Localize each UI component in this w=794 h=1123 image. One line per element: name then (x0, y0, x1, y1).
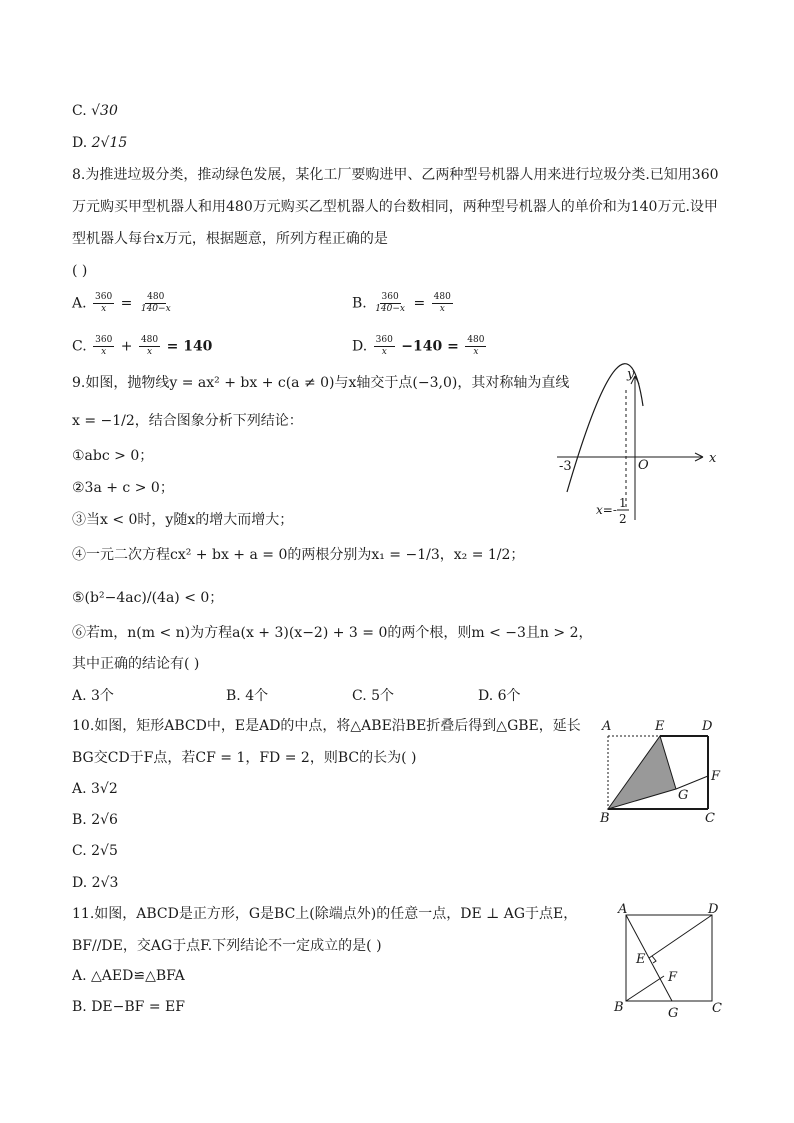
label-e: E (655, 719, 665, 734)
neg3-label: -3 (559, 459, 572, 474)
q9-item-1: ①abc > 0； (72, 448, 154, 464)
q10-option-c: C. 2√5 (72, 843, 118, 859)
q9-item-6: ⑥若m，n(m < n)为方程a(x + 3)(x−2) + 3 = 0的两个根，则m < −3且n > 2， (72, 625, 593, 641)
q8-stem-line2: 万元购买甲型机器人和用480万元购买乙型机器人的台数相同，两种型号机器人的单价和为140万元.设甲 (72, 199, 718, 215)
label-b: B (614, 1000, 624, 1015)
label-a: A (602, 719, 612, 734)
label-f: F (711, 769, 721, 784)
segment-bf (626, 976, 664, 1001)
label-g: G (668, 1006, 679, 1021)
q10-rectangle-figure (598, 716, 728, 828)
label-c: C (712, 1001, 722, 1016)
x-axis-label: x (709, 451, 717, 466)
q9-stem-line1: 9.如图，抛物线y = ax² + bx + c(a ≠ 0)与x轴交于点(−3,0)，其对称轴为直线 (72, 375, 570, 391)
q11-option-b: B. DE−BF = EF (72, 999, 185, 1015)
q9-closing: 其中正确的结论有( ) (72, 656, 200, 672)
q9-item-2: ②3a + c > 0； (72, 480, 174, 496)
q8-stem-line3: 型机器人每台x万元，根据题意，所列方程正确的是 (72, 231, 388, 247)
q9-option-c: C. 5个 (352, 688, 395, 704)
right-angle-mark-icon (652, 956, 656, 963)
q8-option-b: B. $\frac{360}{140-x}$ = $\frac{480}{x}$ (352, 292, 451, 314)
label-e: E (636, 952, 646, 967)
q9-stem-line2: x = −1/2，结合图象分析下列结论： (72, 413, 303, 429)
label-a: A (618, 902, 628, 917)
label-g: G (678, 788, 689, 803)
q8-stem-line1: 8.为推进垃圾分类，推动绿色发展，某化工厂要购进甲、乙两种型号机器人用来进行垃圾分类.已知用360 (72, 167, 719, 183)
q9-item-3: ③当x < 0时，y随x的增大而增大； (72, 512, 294, 528)
q11-option-a: A. △AED≌△BFA (72, 968, 185, 984)
origin-label: O (638, 458, 649, 473)
symmetry-axis-label: x=- (596, 503, 617, 517)
q10-stem-line1: 10.如图，矩形ABCD中，E是AD的中点，将△ABE沿BE折叠后得到△GBE，延长 (72, 718, 581, 734)
q7-option-d: D. 2√15 (72, 135, 128, 151)
folded-triangle-gbe (608, 736, 676, 809)
q9-option-d: D. 6个 (478, 688, 521, 704)
q10-stem-line2: BG交CD于F点，若CF = 1，FD = 2，则BC的长为( ) (72, 750, 417, 766)
q8-option-d: D. $\frac{360}{x}$ −140 = $\frac{480}{x}$ (352, 335, 485, 357)
label-b: B (600, 811, 610, 826)
q10-option-b: B. 2√6 (72, 812, 118, 828)
q10-option-d: D. 2√3 (72, 875, 119, 891)
label-c: C (705, 811, 715, 826)
symmetry-axis-den: 2 (619, 512, 627, 526)
q8-paren: ( ) (72, 263, 88, 279)
label-d: D (702, 719, 713, 734)
q9-item-4: ④一元二次方程cx² + bx + a = 0的两根分别为x₁ = −1/3，x₂ = 1/2； (72, 547, 525, 563)
q8-option-a: A. $\frac{360}{x}$ = $\frac{480}{140-x}$ (72, 292, 171, 314)
q11-stem-line1: 11.如图，ABCD是正方形，G是BC上(除端点外)的任意一点，DE ⊥ AG于点E， (72, 906, 578, 922)
segment-de (649, 915, 712, 958)
label-f: F (668, 970, 678, 985)
symmetry-axis-num: 1 (619, 496, 627, 510)
q7-option-c: C. √30 (72, 103, 118, 119)
q9-option-a: A. 3个 (72, 688, 114, 704)
label-d: D (708, 902, 719, 917)
q11-stem-line2: BF//DE，交AG于点F.下列结论不一定成立的是( ) (72, 938, 382, 954)
q9-option-b: B. 4个 (226, 688, 269, 704)
q11-square-figure (612, 900, 732, 1022)
q9-parabola-figure (555, 368, 730, 533)
y-axis-label: y (627, 367, 635, 382)
q8-option-c: C. $\frac{360}{x}$ + $\frac{480}{x}$ = 140 (72, 335, 213, 357)
q9-item-5: ⑤(b²−4ac)/(4a) < 0； (72, 590, 224, 606)
q10-option-a: A. 3√2 (72, 781, 118, 797)
